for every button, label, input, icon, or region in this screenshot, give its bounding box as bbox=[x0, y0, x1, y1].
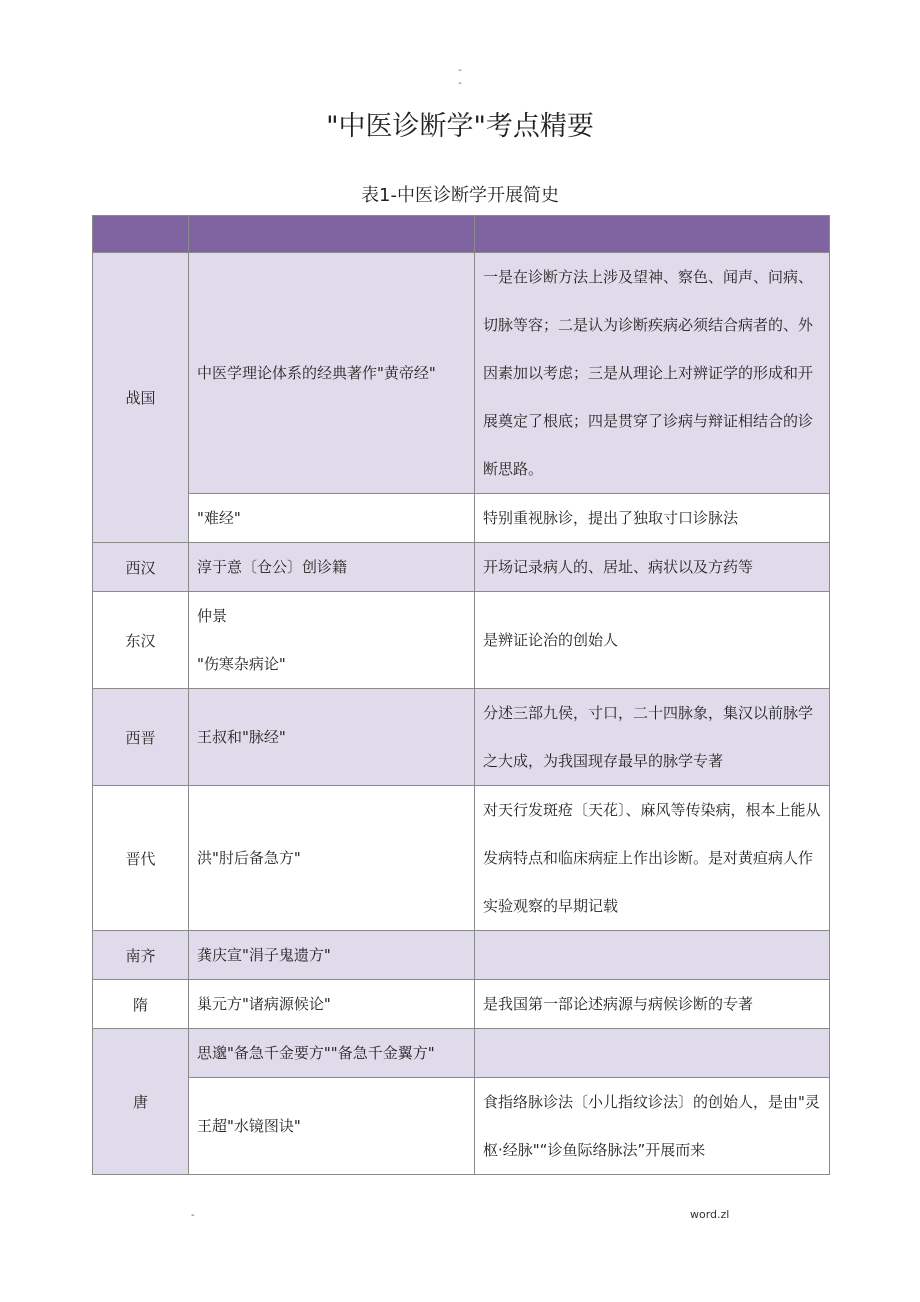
era-cell: 隋 bbox=[93, 980, 189, 1029]
source-cell: 龚庆宣"涓子鬼遗方" bbox=[189, 931, 475, 980]
source-cell: 思邈"备急千金要方""备急千金翼方" bbox=[189, 1029, 475, 1078]
table-row bbox=[93, 1029, 830, 1078]
era-cell: 唐 bbox=[93, 1029, 189, 1175]
source-cell: 王叔和"脉经" bbox=[189, 689, 475, 786]
description-cell: 分述三部九侯，寸口，二十四脉象，集汉以前脉学之大成，为我国现存最早的脉学专著 bbox=[475, 689, 830, 786]
description-cell: 一是在诊断方法上涉及望神、察色、闻声、问病、切脉等容；二是认为诊断疾病必须结合病者的、外因素加以考虑；三是从理论上对辨证学的形成和开展奠定了根底；四是贯穿了诊病与辩证相结合的诊断思路。 bbox=[475, 253, 830, 494]
source-cell bbox=[189, 592, 475, 689]
source-cell: 巢元方"诸病源候论" bbox=[189, 980, 475, 1029]
table-row bbox=[93, 786, 830, 931]
history-table bbox=[92, 215, 830, 1175]
era-cell: 东汉 bbox=[93, 592, 189, 689]
table-caption: 表1-中医诊断学开展简史 bbox=[361, 185, 559, 206]
description-cell bbox=[475, 931, 830, 980]
table-header-cell bbox=[93, 216, 189, 253]
table-row bbox=[93, 253, 830, 494]
footer-source: word.zl bbox=[690, 1208, 730, 1221]
table-row bbox=[93, 931, 830, 980]
table-row bbox=[93, 543, 830, 592]
table-header-cell bbox=[475, 216, 830, 253]
era-cell: 战国 bbox=[93, 253, 189, 543]
table-header-row bbox=[93, 216, 830, 253]
table-row bbox=[93, 1078, 830, 1175]
table-row bbox=[93, 592, 830, 689]
header-mark-bottom: - bbox=[458, 78, 462, 89]
table-row bbox=[93, 980, 830, 1029]
description-cell: 食指络脉诊法〔小儿指纹诊法〕的创始人，是由"灵枢·经脉"“诊鱼际络脉法”开展而来 bbox=[475, 1078, 830, 1175]
footer-mark: - bbox=[191, 1210, 195, 1221]
page-title: "中医诊断学"考点精要 bbox=[326, 111, 594, 142]
header-marks bbox=[0, 64, 920, 90]
source-cell: 洪"肘后备急方" bbox=[189, 786, 475, 931]
description-cell: 是我国第一部论述病源与病候诊断的专著 bbox=[475, 980, 830, 1029]
description-cell: 开场记录病人的、居址、病状以及方药等 bbox=[475, 543, 830, 592]
era-cell: 西汉 bbox=[93, 543, 189, 592]
description-cell: 对天行发斑疮〔天花〕、麻风等传染病，根本上能从发病特点和临床病症上作出诊断。是对黄疸病人作实验观察的早期记载 bbox=[475, 786, 830, 931]
source-cell: 淳于意〔仓公〕创诊籍 bbox=[189, 543, 475, 592]
table-row bbox=[93, 494, 830, 543]
table-header-cell bbox=[189, 216, 475, 253]
description-cell: 特别重视脉诊，提出了独取寸口诊脉法 bbox=[475, 494, 830, 543]
header-mark-top: - bbox=[458, 65, 462, 76]
source-cell: "难经" bbox=[189, 494, 475, 543]
source-line: "伤寒杂病论" bbox=[197, 655, 286, 673]
source-cell: 王超"水镜图诀" bbox=[189, 1078, 475, 1175]
source-line: 仲景 bbox=[197, 607, 228, 625]
era-cell: 西晋 bbox=[93, 689, 189, 786]
source-cell: 中医学理论体系的经典著作"黄帝经" bbox=[189, 253, 475, 494]
table-row bbox=[93, 689, 830, 786]
description-cell bbox=[475, 1029, 830, 1078]
era-cell: 晋代 bbox=[93, 786, 189, 931]
era-cell: 南齐 bbox=[93, 931, 189, 980]
description-cell: 是辨证论治的创始人 bbox=[475, 592, 830, 689]
